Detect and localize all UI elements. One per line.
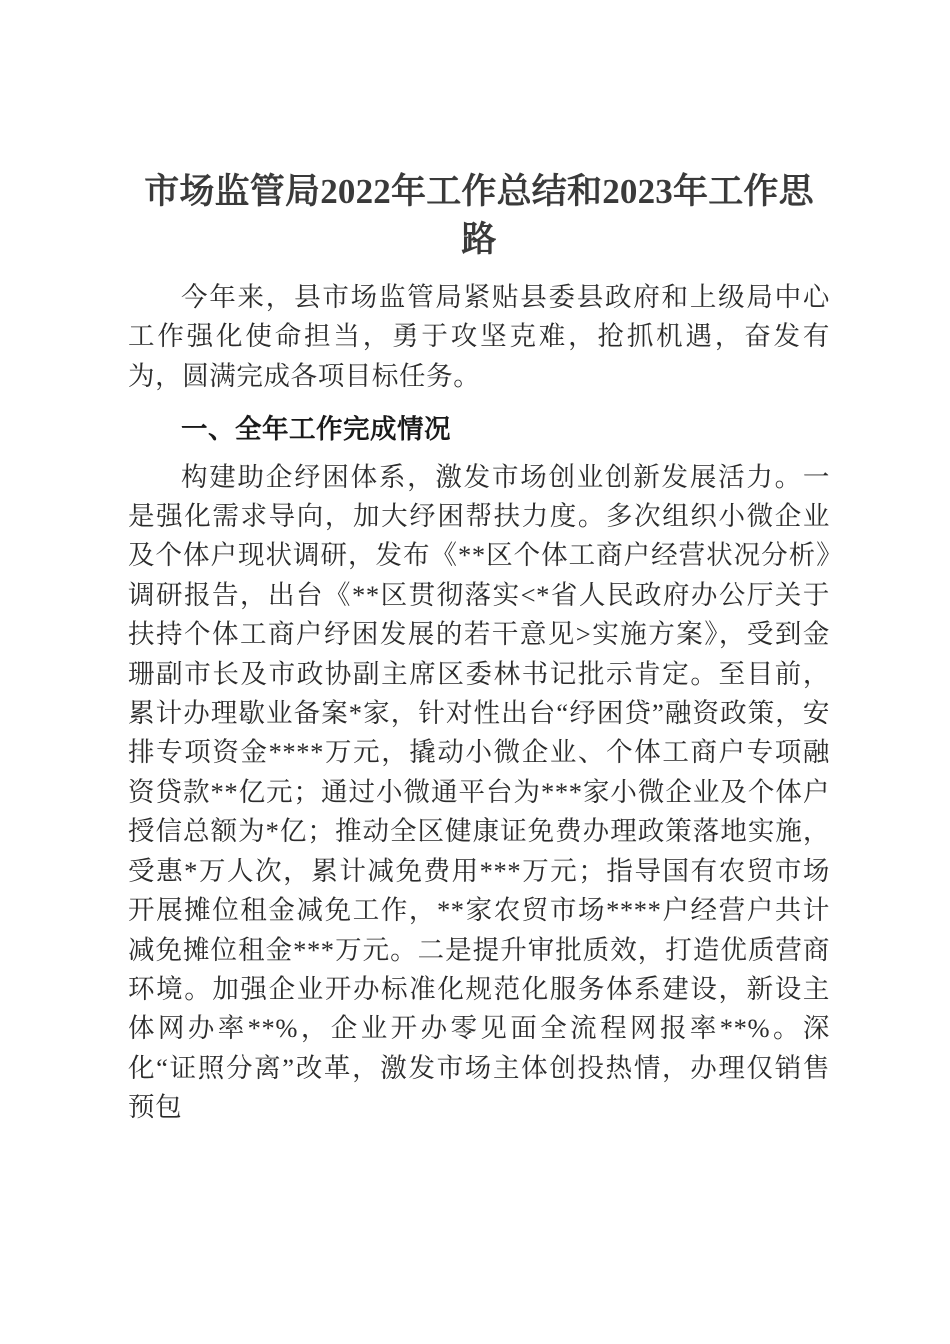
spacer bbox=[128, 396, 830, 405]
section-1-body-paragraph: 构建助企纾困体系，激发市场创业创新发展活力。一是强化需求导向，加大纾困帮扶力度。多次组织小微企业及个体户现状调研，发布《**区个体工商户经营状况分析》调研报告，出台《**区贯彻落实<*省人民政府办公厅关于扶持个体工商户纾困发展的若干意见>实施方案》，受到金珊副市长及市政协副主席区委林书记批示肯定。至目前，累计办理歇业备案*家，针对性出台“纾困贷”融资政策，安排专项资金****万元，撬动小微企业、个体工商户专项融资贷款**亿元；通过小微通平台为***家小微企业及个体户授信总额为*亿；推动全区健康证免费办理政策落地实施，受惠*万人次，累计减免费用***万元；指导国有农贸市场开展摊位租金减免工作，**家农贸市场****户经营户共计减免摊位租金***万元。二是提升审批质效，打造优质营商环境。加强企业开办标准化规范化服务体系建设，新设主体网办率**%，企业开办零见面全流程网报率**%。深化“证照分离”改革，激发市场主体创投热情，办理仅销售预包 bbox=[128, 461, 830, 1123]
intro-paragraph: 今年来，县市场监管局紧贴县委县政府和上级局中心工作强化使命担当，勇于攻坚克难，抢抓机遇，奋发有为，圆满完成各项目标任务。 bbox=[128, 282, 830, 391]
document-title: 市场监管局2022年工作总结和2023年工作思路 bbox=[144, 172, 814, 259]
document-content bbox=[128, 168, 830, 1128]
section-heading-1: 一、全年工作完成情况 bbox=[181, 414, 451, 445]
